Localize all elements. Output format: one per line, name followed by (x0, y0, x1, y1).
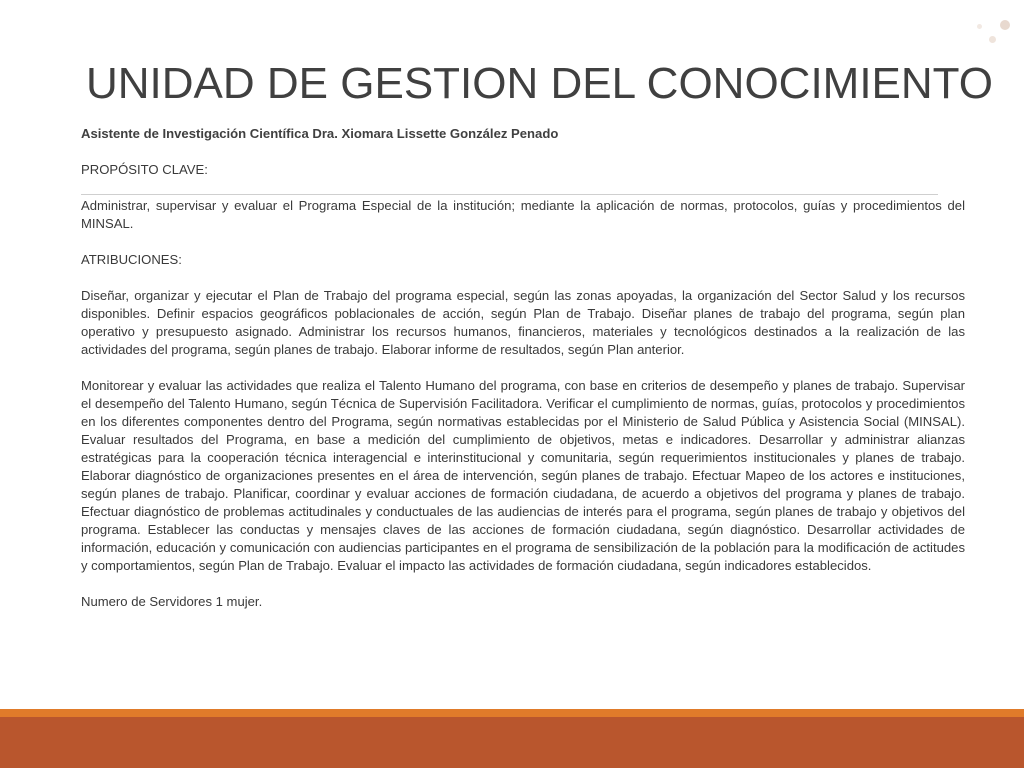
decorative-circle (1000, 20, 1010, 30)
attributions-paragraph: Monitorear y evaluar las actividades que realiza el Talento Humano del programa, con base en criterios de desempeño y planes de trabajo. Supervisar el desempeño del Talento Humano, según Técnica de Supervisión Facilitadora. Verificar el cumplimiento de normas, guías, protocolos y procedimientos en los diferentes componentes dentro del Programa, según normativas establecidas por el Ministerio de Salud Pública y Asistencia Social (MINSAL). Evaluar resultados del Programa, en base a medición del cumplimiento de objetivos, metas e indicadores. Desarrollar y administrar alianzas estratégicas para la cooperación técnica interagencial e interinstitucional y comunitaria, según requerimientos institucionales y planes de trabajo. Elaborar diagnóstico de organizaciones presentes en el área de intervención, según planes de trabajo. Efectuar Mapeo de los actores e instituciones, según planes de trabajo. Planificar, coordinar y evaluar acciones de formación ciudadana, de acuerdo a objetivos del programa y planes de trabajo. Efectuar diagnóstico de problemas actitudinales y conductuales de las audiencias de interés para el programa, según planes de trabajo y objetivos del programa. Establecer las conductas y mensajes claves de las acciones de formación ciudadana, según diagnóstico. Desarrollar actividades de información, educación y comunicación con audiencias participantes en el programa de sensibilización de la población para la modificación de actitudes y comportamientos, según Plan de Trabajo. Evaluar el impacto las actividades de formación ciudadana, según indicadores establecidos. (81, 378, 965, 573)
decorative-circle (989, 36, 996, 43)
slide-body (81, 125, 965, 611)
purpose-heading: PROPÓSITO CLAVE: (81, 162, 208, 177)
decorative-circles (926, 14, 1016, 54)
slide-subtitle: Asistente de Investigación Científica Dra. Xiomara Lissette González Penado (81, 126, 559, 141)
footer-accent-stripe (0, 709, 1024, 717)
footer-bar (0, 717, 1024, 768)
slide-title: UNIDAD DE GESTION DEL CONOCIMIENTO (86, 59, 993, 108)
decorative-circle (977, 24, 982, 29)
attributions-heading: ATRIBUCIONES: (81, 252, 182, 267)
attributions-paragraph: Diseñar, organizar y ejecutar el Plan de Trabajo del programa especial, según las zonas apoyadas, la organización del Sector Salud y los recursos disponibles. Definir espacios geográficos poblacionales de acción, según Plan de Trabajo. Diseñar planes de trabajo del programa, según plan operativo y presupuesto asignado. Administrar los recursos humanos, financieros, materiales y tecnológicos destinados a la realización de las actividades del programa, según planes de trabajo. Elaborar informe de resultados, según Plan anterior. (81, 288, 965, 357)
servers-line: Numero de Servidores 1 mujer. (81, 594, 263, 609)
purpose-text: Administrar, supervisar y evaluar el Programa Especial de la institución; mediante la aplicación de normas, protocolos, guías y procedimientos del MINSAL. (81, 198, 965, 231)
